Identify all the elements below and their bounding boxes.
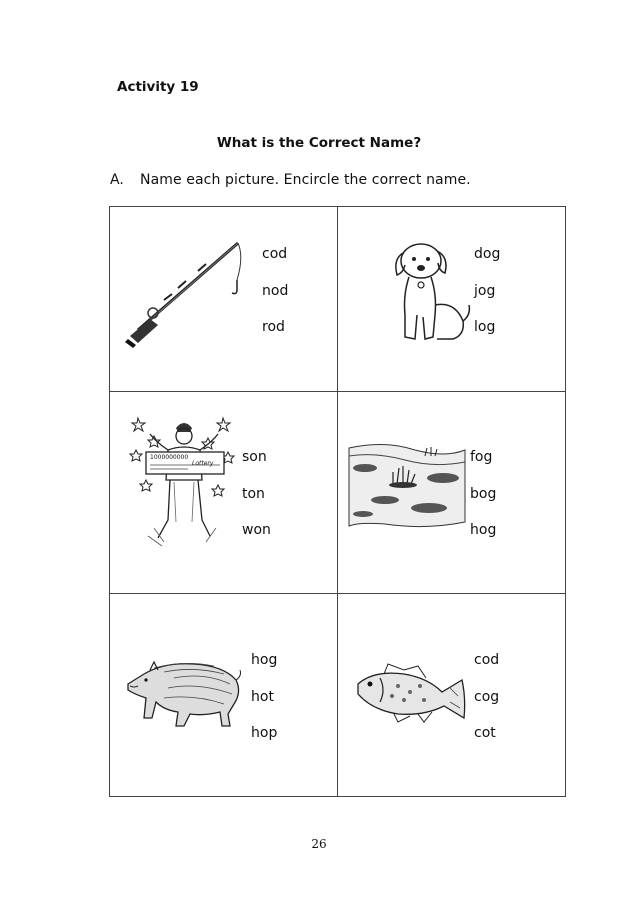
word-option[interactable]: cod <box>474 652 500 668</box>
word-option[interactable]: hog <box>470 522 497 538</box>
word-option[interactable]: bog <box>470 486 497 502</box>
word-option[interactable]: jog <box>474 283 496 299</box>
word-option[interactable]: hog <box>251 652 278 668</box>
word-option[interactable]: log <box>474 319 496 335</box>
hog-picture <box>124 652 244 736</box>
word-option[interactable]: hot <box>251 689 274 705</box>
word-option[interactable]: son <box>242 449 267 465</box>
instruction-text: Name each picture. Encircle the correct name. <box>140 172 471 188</box>
word-option[interactable]: rod <box>262 319 285 335</box>
word-option[interactable]: nod <box>262 283 289 299</box>
fish-picture <box>354 662 469 728</box>
page-number: 26 <box>311 837 327 851</box>
grid-divider-row-2 <box>109 593 566 594</box>
word-option[interactable]: cod <box>262 246 288 262</box>
instruction <box>110 172 471 188</box>
lottery-winner-picture <box>128 410 243 556</box>
word-option[interactable]: cot <box>474 725 496 741</box>
word-option[interactable]: cog <box>474 689 500 705</box>
bog-picture <box>345 438 467 534</box>
activity-label: Activity 19 <box>117 79 199 95</box>
word-option[interactable]: dog <box>474 246 501 262</box>
dog-picture <box>383 235 473 351</box>
grid-divider-vertical <box>337 206 338 797</box>
word-option[interactable]: hop <box>251 725 278 741</box>
word-option[interactable]: won <box>242 522 271 538</box>
grid-divider-row-1 <box>109 391 566 392</box>
word-option[interactable]: fog <box>470 449 493 465</box>
fishing-rod-picture <box>120 235 250 354</box>
page-title: What is the Correct Name? <box>216 135 422 151</box>
instruction-number: A. <box>110 172 124 188</box>
lottery-ticket-number: 1000000000 <box>150 454 189 461</box>
lottery-ticket-label: Lottery <box>192 460 214 467</box>
word-option[interactable]: ton <box>242 486 265 502</box>
